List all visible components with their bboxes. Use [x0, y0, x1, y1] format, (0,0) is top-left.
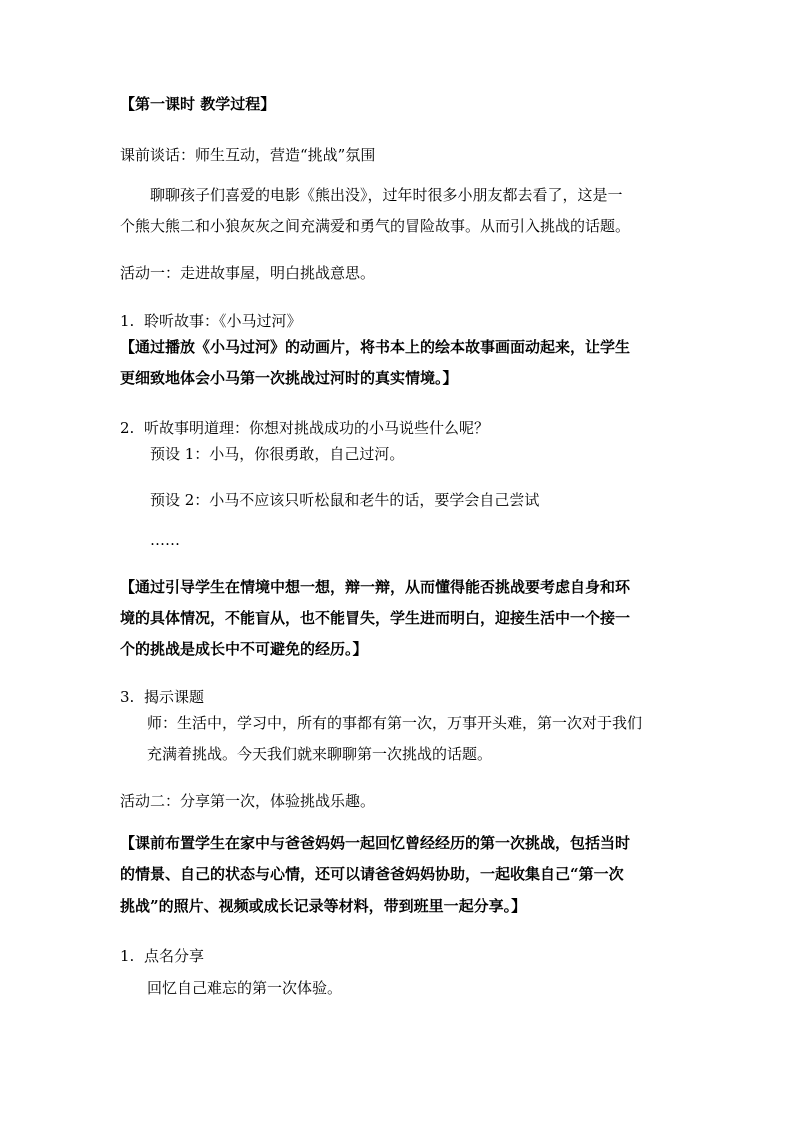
item-1-number: 1.: [120, 312, 135, 330]
note-3-line-1: 【课前布置学生在家中与爸爸妈妈一起回忆曾经经历的第一次挑战，包括当时: [120, 834, 631, 852]
note-2-line-1: 【通过引导学生在情境中想一想，辩一辩，从而懂得能否挑战要考虑自身和环: [120, 578, 631, 596]
note-3-line-3: 挑战”的照片、视频或成长记录等材料，带到班里一起分享。】: [120, 897, 527, 915]
intro-paragraph-line-1: 聊聊孩子们喜爱的电影《熊出没》，过年时很多小朋友都去看了，这是一: [150, 186, 623, 204]
note-1-line-1: 【通过播放《小马过河》的动画片，将书本上的绘本故事画面动起来，让学生: [120, 338, 631, 356]
item-2: [120, 418, 489, 438]
item-2-number: 2.: [120, 419, 135, 437]
item-3: [120, 687, 204, 707]
note-2-line-3: 个的挑战是成长中不可避免的经历。】: [120, 640, 368, 658]
item-4-number: 1.: [120, 947, 135, 965]
lesson-heading: 【第一课时 教学过程】: [120, 95, 276, 113]
ellipsis: ……: [150, 531, 180, 549]
item-1-text: 聆听故事：《小马过河》: [144, 312, 302, 330]
item-3-number: 3.: [120, 688, 135, 706]
item-4: [120, 946, 204, 966]
note-1-line-2: 更细致地体会小马第一次挑战过河时的真实情境。】: [120, 369, 458, 387]
recall-line: 回忆自己难忘的第一次体验。: [147, 979, 343, 997]
item-1: [120, 311, 302, 331]
preset-2: 预设 2：小马不应该只听松鼠和老牛的话，要学会自己尝试: [150, 491, 540, 509]
note-3-line-2: 的情景、自己的状态与心情，还可以请爸爸妈妈协助，一起收集自己“第一次: [120, 865, 624, 883]
teacher-line-1: 师：生活中，学习中，所有的事都有第一次，万事开头难，第一次对于我们: [147, 714, 643, 732]
pre-class-talk: 课前谈话：师生互动，营造“挑战”氛围: [120, 146, 376, 164]
preset-1: 预设 1：小马，你很勇敢，自己过河。: [150, 445, 405, 463]
item-2-text: 听故事明道理：你想对挑战成功的小马说些什么呢？: [144, 419, 490, 437]
activity-2-title: 活动二：分享第一次，体验挑战乐趣。: [120, 792, 376, 810]
intro-paragraph-line-2: 个熊大熊二和小狼灰灰之间充满爱和勇气的冒险故事。从而引入挑战的话题。: [120, 217, 631, 235]
teacher-line-2: 充满着挑战。今天我们就来聊聊第一次挑战的话题。: [147, 745, 493, 763]
note-2-line-2: 境的具体情况，不能盲从，也不能冒失，学生进而明白，迎接生活中一个接一: [120, 609, 631, 627]
item-4-text: 点名分享: [144, 947, 205, 965]
activity-1-title: 活动一：走进故事屋，明白挑战意思。: [120, 264, 376, 282]
item-3-text: 揭示课题: [144, 688, 205, 706]
